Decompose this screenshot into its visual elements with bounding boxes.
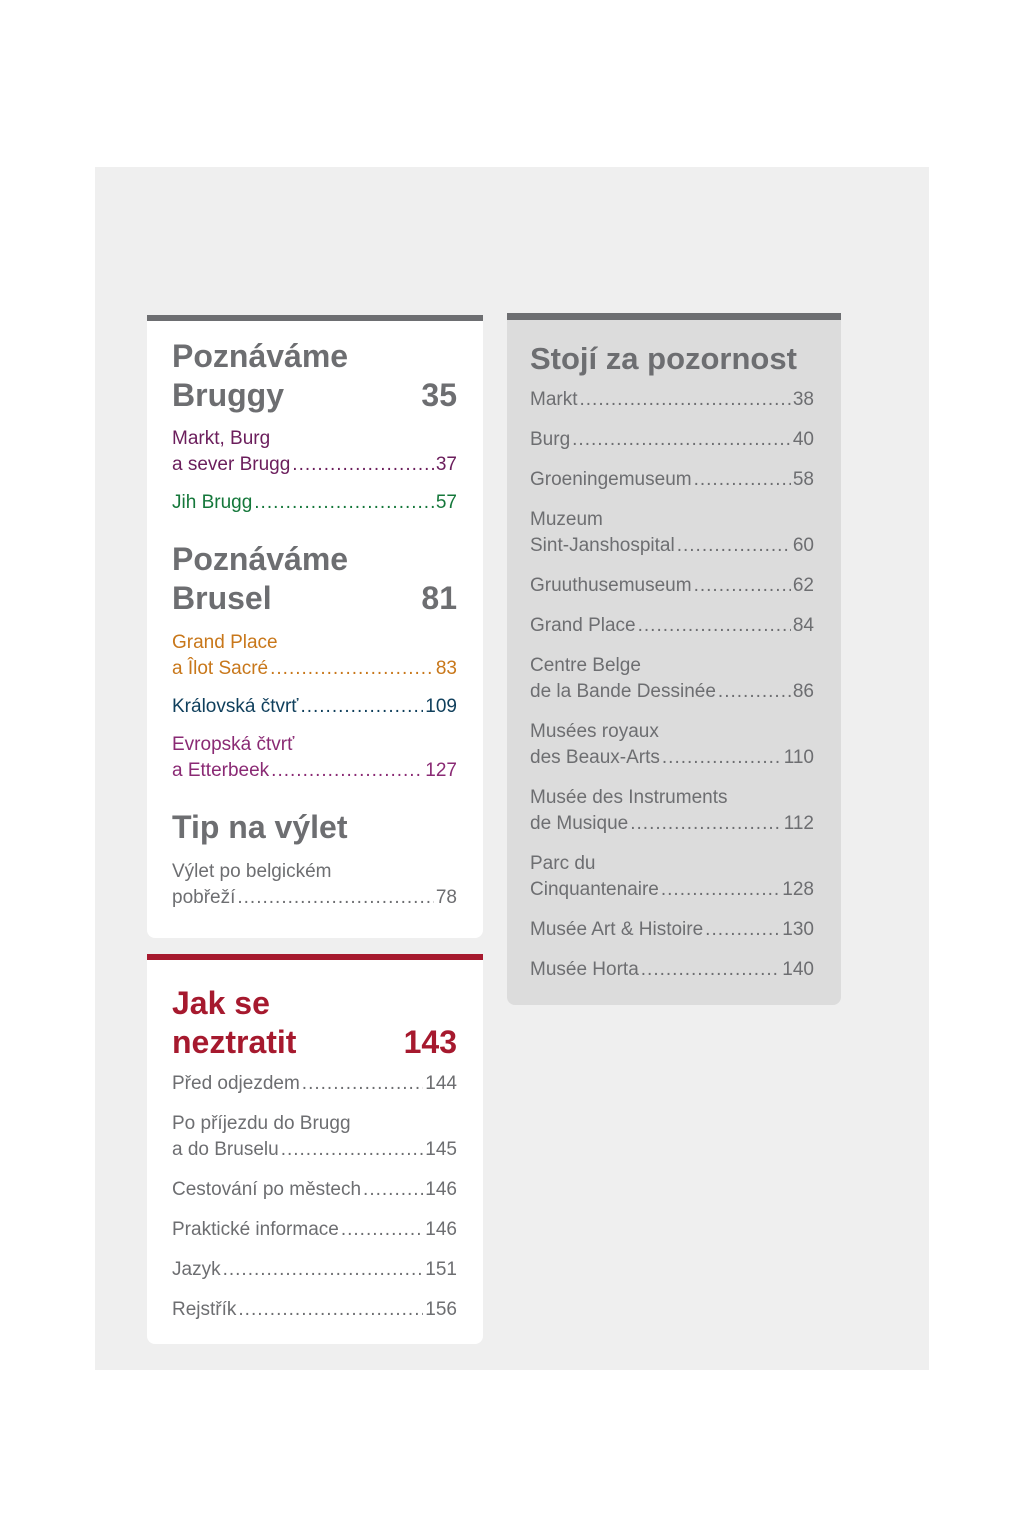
leader-dots bbox=[237, 885, 433, 911]
entry-page-number: 145 bbox=[425, 1139, 457, 1160]
leader-dots bbox=[661, 877, 780, 903]
entry-page-number: 58 bbox=[792, 469, 814, 490]
entry-text-line1: Jazyk bbox=[172, 1259, 221, 1280]
toc-entry[interactable] bbox=[172, 1297, 457, 1323]
entry-page-number: 110 bbox=[783, 747, 814, 768]
entry-page-number: 146 bbox=[425, 1179, 457, 1200]
section-title-line1: Jak se bbox=[172, 985, 270, 1021]
entry-text-line1: Musées royaux bbox=[530, 721, 659, 742]
entry-page-number: 156 bbox=[425, 1299, 457, 1320]
toc-entry[interactable] bbox=[172, 1257, 457, 1283]
entry-text-line1: Před odjezdem bbox=[172, 1073, 300, 1094]
entry-page-number: 112 bbox=[783, 813, 814, 834]
entry-page-number: 109 bbox=[425, 696, 457, 717]
leader-dots bbox=[341, 1217, 423, 1243]
section-title-bruggy[interactable] bbox=[172, 337, 457, 415]
toc-entry[interactable] bbox=[530, 957, 814, 983]
leader-dots bbox=[363, 1177, 423, 1203]
entry-text-line1: Musée Horta bbox=[530, 959, 639, 980]
entry-text-line1: Markt, Burg bbox=[172, 428, 271, 449]
entry-text-line1: Parc du bbox=[530, 853, 596, 874]
leader-dots bbox=[638, 613, 791, 639]
section-title-line1: Poznáváme bbox=[172, 541, 349, 577]
toc-entry[interactable] bbox=[530, 427, 814, 453]
toc-entry[interactable] bbox=[172, 1071, 457, 1097]
toc-entry[interactable] bbox=[530, 917, 814, 943]
entry-page-number: 37 bbox=[435, 454, 457, 475]
entry-text-line2: a do Bruselu bbox=[172, 1139, 279, 1160]
leader-dots bbox=[705, 917, 780, 943]
entry-text-line1: Groeningemuseum bbox=[530, 469, 692, 490]
toc-entry[interactable] bbox=[530, 653, 814, 705]
entry-page-number: 40 bbox=[792, 429, 814, 450]
section-title-survival[interactable] bbox=[172, 984, 457, 1062]
entry-text-line2: a Îlot Sacré bbox=[172, 658, 269, 679]
leader-dots bbox=[271, 758, 423, 784]
entry-page-number: 151 bbox=[425, 1259, 457, 1280]
leader-dots bbox=[718, 679, 791, 705]
entry-page-number: 130 bbox=[782, 919, 814, 940]
entry-text-line1: Evropská čtvrť bbox=[172, 734, 295, 755]
entry-page-number: 144 bbox=[425, 1073, 457, 1094]
leader-dots bbox=[694, 467, 791, 493]
section-title-brusel[interactable] bbox=[172, 540, 457, 618]
leader-dots bbox=[641, 957, 781, 983]
toc-entry[interactable] bbox=[530, 387, 814, 413]
entry-page-number: 57 bbox=[435, 492, 457, 513]
entry-page-number: 78 bbox=[435, 887, 457, 908]
leader-dots bbox=[292, 452, 434, 478]
toc-entry[interactable] bbox=[530, 467, 814, 493]
contents-card-survival bbox=[147, 954, 483, 1344]
toc-entry[interactable] bbox=[530, 613, 814, 639]
entry-text-line1: Gruuthusemuseum bbox=[530, 575, 692, 596]
entry-text-line2: Sint-Janshospital bbox=[530, 535, 675, 556]
entry-text-line1: Muzeum bbox=[530, 509, 603, 530]
entry-text-line2: Cinquantenaire bbox=[530, 879, 659, 900]
entry-page-number: 140 bbox=[782, 959, 814, 980]
entry-page-number: 60 bbox=[792, 535, 814, 556]
entry-page-number: 86 bbox=[792, 681, 814, 702]
section-page-number: 143 bbox=[403, 1024, 457, 1060]
leader-dots bbox=[223, 1257, 424, 1283]
toc-entry[interactable] bbox=[172, 732, 457, 784]
entry-page-number: 128 bbox=[782, 879, 814, 900]
leader-dots bbox=[254, 490, 434, 516]
entry-text-line1: Markt bbox=[530, 389, 578, 410]
entry-text-line1: Grand Place bbox=[530, 615, 636, 636]
entry-text-line2: a Etterbeek bbox=[172, 760, 270, 781]
toc-entry[interactable] bbox=[530, 719, 814, 771]
toc-entry[interactable] bbox=[530, 507, 814, 559]
entry-text-line2: pobřeží bbox=[172, 887, 236, 908]
contents-card-cities bbox=[147, 315, 483, 938]
leader-dots bbox=[302, 1071, 424, 1097]
section-page-number: 81 bbox=[421, 580, 457, 616]
section-title-line2: Brusel bbox=[172, 580, 272, 616]
toc-entry[interactable] bbox=[530, 851, 814, 903]
leader-dots bbox=[270, 656, 434, 682]
entry-text-line1: Musée Art & Histoire bbox=[530, 919, 704, 940]
entry-text-line1: Musée des Instruments bbox=[530, 787, 728, 808]
entry-page-number: 146 bbox=[425, 1219, 457, 1240]
leader-dots bbox=[281, 1137, 424, 1163]
toc-entry[interactable] bbox=[172, 630, 457, 682]
entry-text-line1: Cestování po městech bbox=[172, 1179, 362, 1200]
entry-text-line1: Jih Brugg bbox=[172, 492, 253, 513]
leader-dots bbox=[630, 811, 781, 837]
entry-text-line1: Rejstřík bbox=[172, 1299, 237, 1320]
entry-text-line1: Výlet po belgickém bbox=[172, 861, 332, 882]
toc-entry[interactable] bbox=[172, 1111, 457, 1163]
section-page-number: 35 bbox=[421, 377, 457, 413]
entry-page-number: 38 bbox=[792, 389, 814, 410]
section-title-line1: Stojí za pozornost bbox=[530, 341, 797, 376]
section-title-sights[interactable] bbox=[530, 339, 814, 378]
entry-page-number: 83 bbox=[435, 658, 457, 679]
leader-dots bbox=[238, 1297, 423, 1323]
toc-entry[interactable] bbox=[172, 1217, 457, 1243]
entry-text-line2: de la Bande Dessinée bbox=[530, 681, 716, 702]
leader-dots bbox=[662, 745, 782, 771]
entry-text-line1: Královská čtvrť bbox=[172, 696, 299, 717]
section-title-line1: Poznáváme bbox=[172, 338, 349, 374]
entry-text-line1: Centre Belge bbox=[530, 655, 641, 676]
toc-entry[interactable] bbox=[172, 859, 457, 911]
toc-entry[interactable] bbox=[530, 573, 814, 599]
contents-card-sights bbox=[507, 313, 841, 1005]
section-title-line2: neztratit bbox=[172, 1024, 297, 1060]
entry-text-line1: Burg bbox=[530, 429, 571, 450]
toc-entry[interactable] bbox=[172, 1177, 457, 1203]
entry-text-line1: Praktické informace bbox=[172, 1219, 339, 1240]
section-title-line2: Bruggy bbox=[172, 377, 284, 413]
entry-page-number: 127 bbox=[425, 760, 457, 781]
leader-dots bbox=[300, 694, 423, 720]
entry-text-line2: des Beaux-Arts bbox=[530, 747, 660, 768]
toc-entry[interactable] bbox=[530, 785, 814, 837]
entry-text-line2: de Musique bbox=[530, 813, 629, 834]
leader-dots bbox=[572, 427, 791, 453]
leader-dots bbox=[677, 533, 791, 559]
entry-text-line1: Grand Place bbox=[172, 632, 278, 653]
entry-text-line2: a sever Brugg bbox=[172, 454, 291, 475]
toc-entry[interactable] bbox=[172, 426, 457, 478]
section-title-line1: Tip na výlet bbox=[172, 809, 348, 845]
leader-dots bbox=[580, 387, 791, 413]
toc-entry[interactable] bbox=[172, 490, 457, 516]
toc-entry[interactable] bbox=[172, 694, 457, 720]
leader-dots bbox=[694, 573, 791, 599]
entry-page-number: 62 bbox=[792, 575, 814, 596]
entry-page-number: 84 bbox=[792, 615, 814, 636]
entry-text-line1: Po příjezdu do Brugg bbox=[172, 1113, 351, 1134]
section-title-trip[interactable] bbox=[172, 808, 457, 847]
